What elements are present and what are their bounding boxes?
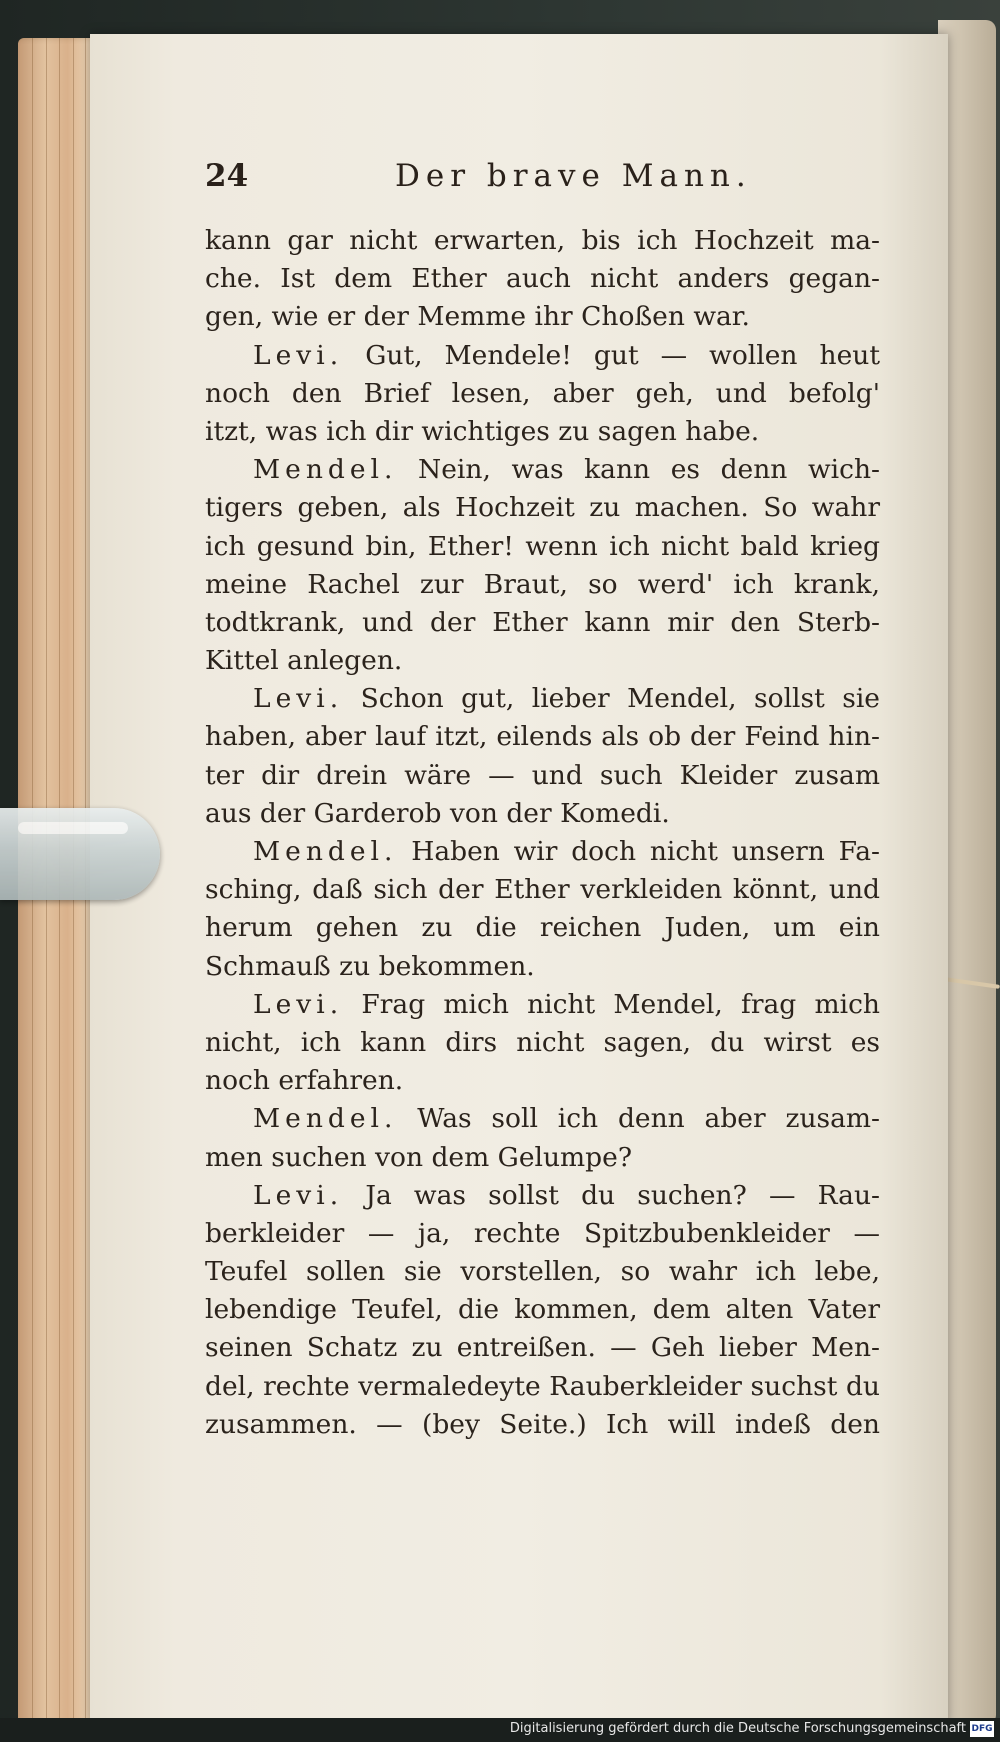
line-text: Schmauß zu bekommen. — [205, 950, 535, 982]
line-text: Nein, was kann es denn wich- — [418, 454, 880, 486]
line-text: seinen Schatz zu entreißen. — Geh lieber Men- — [205, 1332, 880, 1364]
line-text: lebendige Teufel, die kommen, dem alten Vater — [205, 1294, 880, 1326]
line-text: sching, daß sich der Ether verkleiden könnt, und — [205, 874, 880, 906]
text-line — [205, 1177, 880, 1215]
text-line — [205, 757, 880, 795]
body-text — [205, 222, 880, 1444]
text-line — [205, 871, 880, 909]
line-text: men suchen von dem Gelumpe? — [205, 1141, 633, 1173]
text-line — [205, 528, 880, 566]
text-line — [205, 1253, 880, 1291]
speaker-name: Levi. — [253, 988, 344, 1020]
text-line — [205, 833, 880, 871]
text-line — [205, 260, 880, 298]
line-text: kann gar nicht erwarten, bis ich Hochzeit ma- — [205, 225, 880, 256]
line-text: zusammen. — (bey Seite.) Ich will indeß den — [205, 1408, 880, 1440]
text-line — [205, 1024, 880, 1062]
footer-bar — [0, 1718, 1000, 1742]
text-line — [205, 566, 880, 604]
line-text: ich gesund bin, Ether! wenn ich nicht bald krieg — [205, 530, 880, 562]
text-line — [205, 1329, 880, 1367]
text-line — [205, 375, 880, 413]
line-text: todtkrank, und der Ether kann mir den Sterb- — [205, 606, 880, 638]
text-line — [205, 1100, 880, 1138]
line-text: gen, wie er der Memme ihr Choßen war. — [205, 301, 750, 333]
line-text: herum gehen zu die reichen Juden, um ein — [205, 912, 880, 944]
running-title: Der brave Mann. — [395, 158, 752, 194]
line-text: Frag mich nicht Mendel, frag mich — [361, 988, 880, 1020]
text-line — [205, 489, 880, 527]
line-text: tigers geben, als Hochzeit zu machen. So wahr — [205, 492, 880, 524]
speaker-name: Mendel. — [253, 836, 398, 867]
line-text: Haben wir doch nicht unsern Fa- — [411, 836, 880, 867]
line-text: nicht, ich kann dirs nicht sagen, du wirst es — [205, 1026, 880, 1058]
line-text: noch den Brief lesen, aber geh, und befolg' — [205, 377, 880, 409]
line-text: Ja was sollst du suchen? — Rau- — [365, 1179, 880, 1211]
text-line — [205, 413, 880, 451]
page-header — [205, 158, 885, 208]
line-text: del, rechte vermaledeyte Rauberkleider suchst du — [205, 1370, 880, 1402]
text-line — [205, 718, 880, 756]
text-line — [205, 1139, 880, 1177]
dfg-logo: DFG — [970, 1721, 994, 1737]
speaker-name: Mendel. — [253, 1103, 398, 1135]
line-text: haben, aber lauf itzt, eilends als ob der Feind hin- — [205, 721, 880, 753]
page-number: 24 — [205, 158, 249, 194]
line-text: Kittel anlegen. — [205, 645, 403, 677]
line-text: Was soll ich denn aber zusam- — [417, 1103, 880, 1135]
line-text: noch erfahren. — [205, 1065, 404, 1097]
text-line — [205, 1291, 880, 1329]
line-text: Gut, Mendele! gut — wollen heut — [365, 339, 880, 371]
speaker-name: Levi. — [253, 339, 344, 371]
text-line — [205, 222, 880, 260]
text-line — [205, 1215, 880, 1253]
text-line — [205, 680, 880, 718]
text-line — [205, 795, 880, 833]
line-text: Teufel sollen sie vorstellen, so wahr ich lebe, — [205, 1256, 880, 1288]
line-text: itzt, was ich dir wichtiges zu sagen habe. — [205, 415, 760, 447]
line-text: Schon gut, lieber Mendel, sollst sie — [360, 683, 880, 715]
text-line — [205, 1406, 880, 1444]
text-line — [205, 451, 880, 489]
line-text: meine Rachel zur Braut, so werd' ich krank, — [205, 568, 880, 600]
line-text: che. Ist dem Ether auch nicht anders gegan- — [205, 263, 880, 295]
text-line — [205, 1368, 880, 1406]
text-line — [205, 298, 880, 336]
text-line — [205, 337, 880, 375]
text-line — [205, 642, 880, 680]
footer-credit: Digitalisierung gefördert durch die Deutsche Forschungsgemeinschaft — [509, 1721, 966, 1736]
text-line — [205, 604, 880, 642]
speaker-name: Levi. — [253, 1179, 344, 1211]
text-line — [205, 948, 880, 986]
line-text: ter dir drein wäre — und such Kleider zusam — [205, 759, 880, 791]
speaker-name: Mendel. — [253, 454, 398, 486]
speaker-name: Levi. — [253, 683, 344, 715]
text-line — [205, 986, 880, 1024]
page-clip — [0, 808, 160, 900]
text-line — [205, 1062, 880, 1100]
text-line — [205, 909, 880, 947]
line-text: berkleider — ja, rechte Spitzbubenkleider — — [205, 1217, 880, 1249]
line-text: aus der Garderob von der Komedi. — [205, 797, 670, 829]
